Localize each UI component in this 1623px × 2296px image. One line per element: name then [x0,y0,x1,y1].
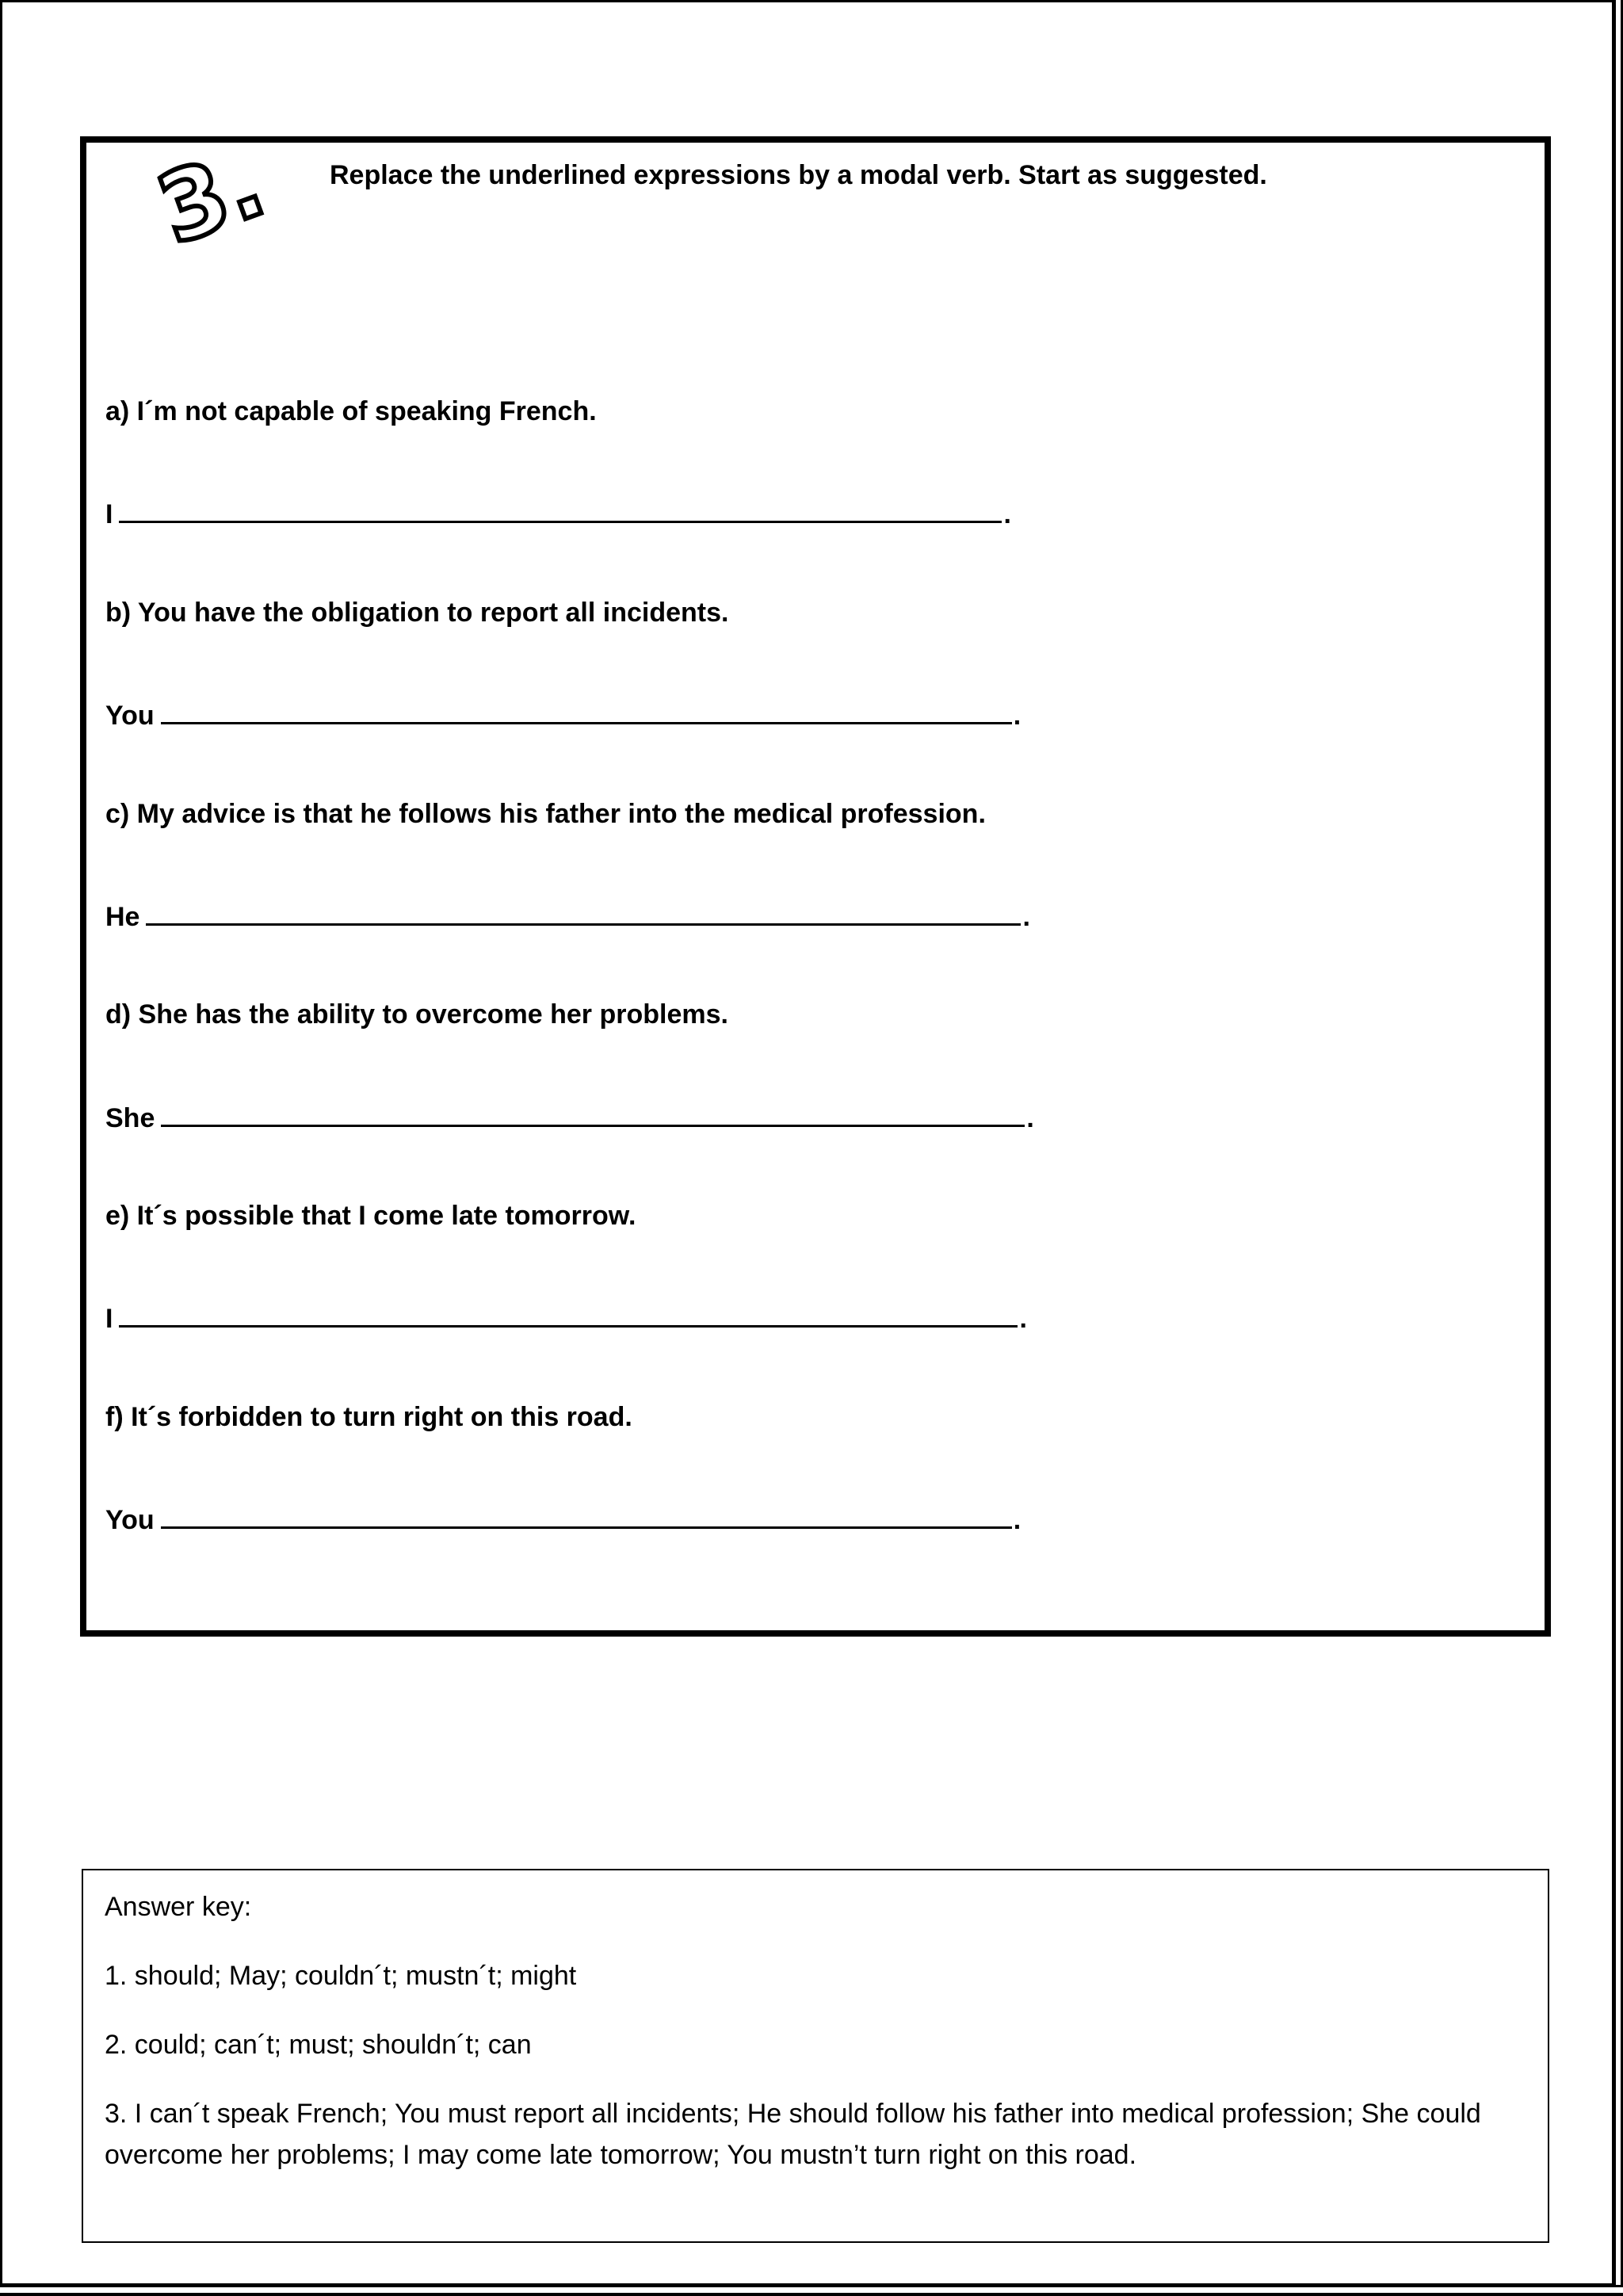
exercise-item-f: f) It´s forbidden to turn right on this road. [105,1402,632,1432]
answer-key-line-2: 2. could; can´t; must; shouldn´t; can [105,2030,532,2060]
answer-key-line-1: 1. should; May; couldn´t; mustn´t; might [105,1961,577,1991]
exercise-number-icon [143,128,279,267]
exercise-box [80,128,1551,1637]
answer-blank-f[interactable] [161,1503,1012,1529]
answer-line-e [105,1301,1027,1335]
answer-line-b [105,698,1021,732]
answer-blank-e[interactable] [119,1301,1018,1328]
answer-starter: You [105,1505,155,1535]
line-end: . [1013,1505,1022,1535]
line-end: . [1003,499,1011,529]
answer-line-c [105,900,1030,933]
exercise-item-e: e) It´s possible that I come late tomorrow. [105,1201,636,1231]
line-end: . [1013,701,1022,731]
line-end: . [1026,1103,1034,1133]
answer-starter: You [105,701,155,731]
line-end: . [1019,1304,1027,1334]
answer-starter: I [105,499,113,529]
exercise-item-b: b) You have the obligation to report all incidents. [105,598,729,628]
answer-key-line-3: 3. I can´t speak French; You must report all incidents; He should follow his father into medical profession; She could overcome her problems; I may come late tomorrow; You mustn’t turn right on this road. [105,2099,1481,2170]
answer-blank-b[interactable] [161,698,1012,724]
answer-key-box [82,1869,1549,2243]
exercise-item-c: c) My advice is that he follows his father into the medical profession. [105,799,986,829]
answer-starter: He [105,902,140,932]
exercise-instruction: Replace the underlined expressions by a modal verb. Start as suggested. [330,160,1267,190]
page-border-right [1613,0,1623,2296]
line-end: . [1022,902,1030,932]
answer-line-d [105,1101,1034,1134]
answer-line-a [105,497,1011,530]
answer-line-f [105,1503,1021,1536]
page-border-bottom [0,2285,1623,2296]
answer-blank-d[interactable] [161,1101,1025,1127]
exercise-number-glyph: 3. [144,128,279,267]
exercise-item-d: d) She has the ability to overcome her problems. [105,999,728,1030]
answer-blank-c[interactable] [146,900,1021,926]
answer-blank-a[interactable] [119,497,1002,523]
answer-starter: I [105,1304,113,1334]
exercise-item-a: a) I´m not capable of speaking French. [105,396,597,426]
answer-key-title: Answer key: [105,1892,252,1922]
answer-starter: She [105,1103,155,1133]
